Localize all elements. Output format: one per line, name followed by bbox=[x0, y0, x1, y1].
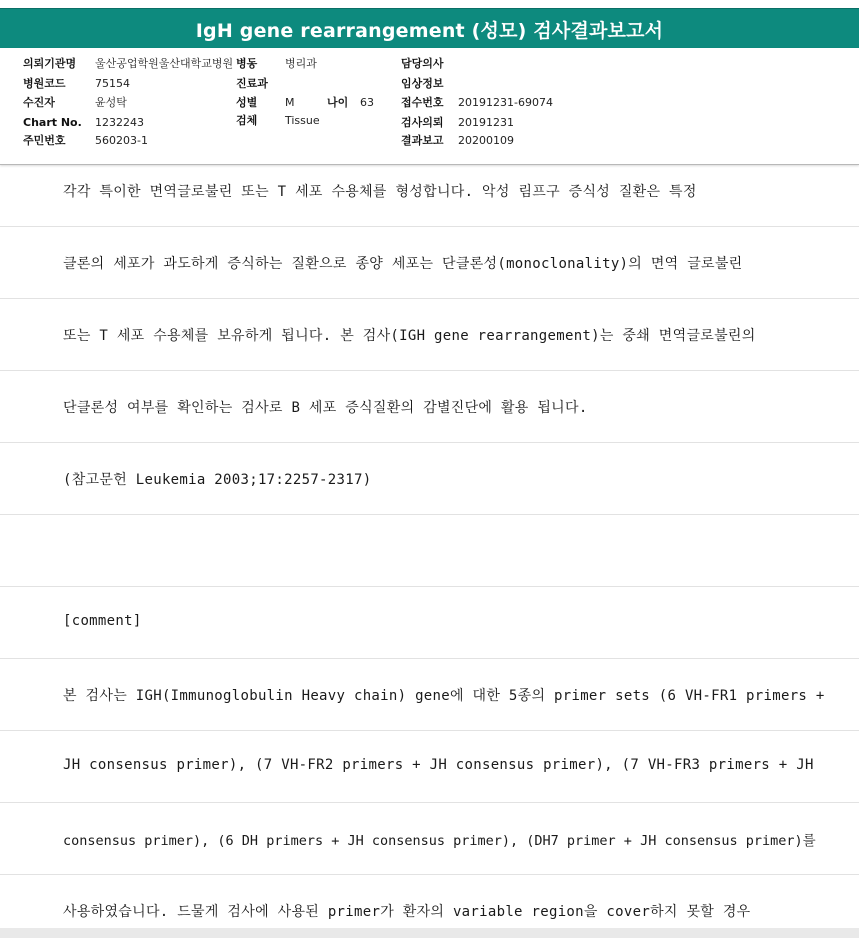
sex-label: 성별 bbox=[236, 96, 258, 109]
comment-heading: [comment] bbox=[63, 613, 142, 629]
report-title-bar bbox=[0, 8, 859, 50]
report-line: (참고문헌 Leukemia 2003;17:2257-2317) bbox=[63, 472, 372, 488]
patient-name-label: 수진자 bbox=[23, 96, 55, 109]
report-title: IgH gene rearrangement (성모) 검사결과보고서 bbox=[195, 19, 664, 42]
report-line: 또는 T 세포 수용체를 보유하게 됩니다. 본 검사(IGH gene rearrangement)는 중쇄 면역글로불린의 bbox=[63, 328, 756, 344]
report-line-row bbox=[0, 659, 859, 731]
report-line-row bbox=[0, 803, 859, 875]
scroll-edge bbox=[0, 928, 859, 938]
report-line-row bbox=[0, 371, 859, 443]
report-line-row bbox=[0, 875, 859, 927]
ward-label: 병동 bbox=[236, 57, 258, 70]
chart-no-value: 1232243 bbox=[95, 116, 144, 129]
report-date-value: 20200109 bbox=[458, 134, 514, 147]
request-date-label: 검사의뢰 bbox=[401, 116, 444, 129]
report-date-label: 결과보고 bbox=[401, 134, 444, 147]
patient-info-panel bbox=[0, 48, 859, 165]
report-line: 각각 특이한 면역글로불린 또는 T 세포 수용체를 형성합니다. 악성 림프구 증식성 질환은 특정 bbox=[63, 184, 697, 200]
report-line-row bbox=[0, 587, 859, 659]
report-line: 본 검사는 IGH(Immunoglobulin Heavy chain) gene에 대한 5종의 primer sets (6 VH-FR1 primers + bbox=[63, 688, 825, 704]
report-line-row bbox=[0, 165, 859, 227]
report-line-row bbox=[0, 299, 859, 371]
patient-name-value: 윤성탁 bbox=[95, 96, 127, 109]
ward-value: 병리과 bbox=[285, 57, 317, 70]
clinical-info-label: 임상정보 bbox=[401, 77, 444, 90]
department-label: 진료과 bbox=[236, 77, 268, 90]
report-line: 클론의 세포가 과도하게 증식하는 질환으로 종양 세포는 단클론성(monoclonality)의 면역 글로불린 bbox=[63, 256, 743, 272]
specimen-value: Tissue bbox=[285, 114, 320, 127]
report-line-row bbox=[0, 227, 859, 299]
specimen-label: 검체 bbox=[236, 114, 258, 127]
report-line-row bbox=[0, 515, 859, 587]
report-line-row bbox=[0, 731, 859, 803]
resident-no-value: 560203-1 bbox=[95, 134, 148, 147]
physician-label: 담당의사 bbox=[401, 57, 444, 70]
report-line: consensus primer), (6 DH primers + JH consensus primer), (DH7 primer + JH consensus primer)를 bbox=[63, 833, 816, 849]
report-line: 사용하였습니다. 드물게 검사에 사용된 primer가 환자의 variable region을 cover하지 못할 경우 bbox=[63, 904, 751, 920]
report-line: JH consensus primer), (7 VH-FR2 primers + JH consensus primer), (7 VH-FR3 primers + JH bbox=[63, 757, 814, 773]
age-value: 63 bbox=[360, 96, 374, 109]
receipt-no-label: 접수번호 bbox=[401, 96, 444, 109]
hospital-code-value: 75154 bbox=[95, 77, 130, 90]
chart-no-label: Chart No. bbox=[23, 116, 82, 129]
hospital-code-label: 병원코드 bbox=[23, 77, 66, 90]
institution-value: 울산공업학원울산대학교병원 bbox=[95, 57, 234, 70]
age-label: 나이 bbox=[327, 96, 349, 109]
receipt-no-value: 20191231-69074 bbox=[458, 96, 553, 109]
sex-value: M bbox=[285, 96, 295, 109]
report-line: 단클론성 여부를 확인하는 검사로 B 세포 증식질환의 감별진단에 활용 됩니다. bbox=[63, 400, 588, 416]
institution-label: 의뢰기관명 bbox=[23, 57, 77, 70]
request-date-value: 20191231 bbox=[458, 116, 514, 129]
report-line-row bbox=[0, 443, 859, 515]
resident-no-label: 주민번호 bbox=[23, 134, 66, 147]
